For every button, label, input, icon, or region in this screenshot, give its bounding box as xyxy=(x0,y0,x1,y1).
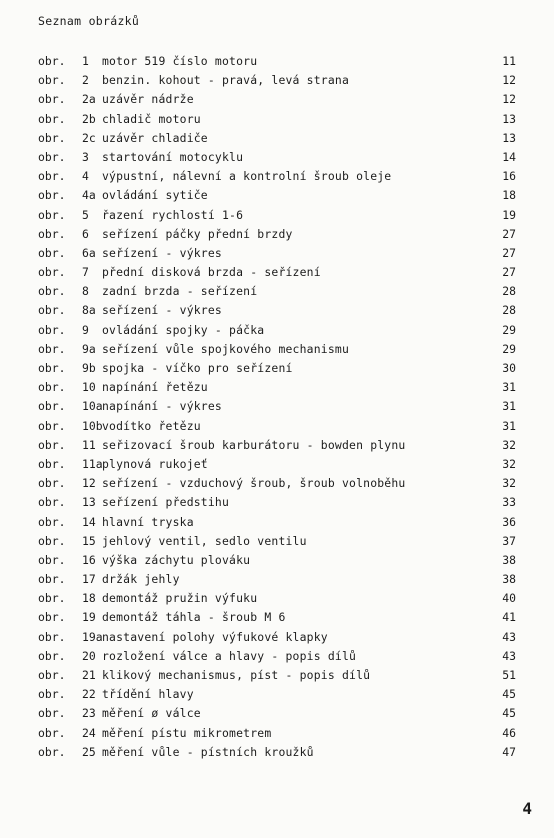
figure-prefix: obr. xyxy=(38,149,66,164)
figure-prefix: obr. xyxy=(38,572,66,587)
list-item xyxy=(0,551,554,570)
list-item xyxy=(0,301,554,320)
figure-number: 6a xyxy=(82,245,96,260)
figure-page-ref: 41 xyxy=(502,610,516,625)
figure-prefix: obr. xyxy=(38,437,66,452)
figure-number: 5 xyxy=(82,207,89,222)
figure-number: 19a xyxy=(82,629,103,644)
figure-prefix: obr. xyxy=(38,284,66,299)
figure-caption: zadní brzda - seřízení xyxy=(102,284,258,299)
figure-prefix: obr. xyxy=(38,341,66,356)
figure-caption: motor 519 číslo motoru xyxy=(102,54,258,68)
list-item xyxy=(0,225,554,244)
figure-caption: klikový mechanismus, píst - popis dílů xyxy=(102,668,371,682)
list-item xyxy=(0,263,554,282)
list-item xyxy=(0,417,554,436)
list-item xyxy=(0,110,554,129)
figure-page-ref: 30 xyxy=(502,361,516,375)
list-item xyxy=(0,90,554,109)
list-item xyxy=(0,397,554,416)
figure-number: 21 xyxy=(82,668,96,682)
list-item xyxy=(0,71,554,90)
figure-prefix: obr. xyxy=(38,668,66,682)
figure-caption: rozložení válce a hlavy - popis dílů xyxy=(102,648,357,663)
figure-page-ref: 38 xyxy=(502,552,516,567)
list-item xyxy=(0,186,554,205)
figure-prefix: obr. xyxy=(38,552,66,567)
figure-caption: měření pístu mikrometrem xyxy=(102,725,272,740)
figure-prefix: obr. xyxy=(38,380,66,395)
figure-number: 2b xyxy=(82,111,96,126)
figure-prefix: obr. xyxy=(38,591,66,606)
figure-number: 8 xyxy=(82,284,89,299)
figure-number: 9a xyxy=(82,341,96,356)
figure-prefix: obr. xyxy=(38,130,66,145)
list-item xyxy=(0,340,554,359)
figure-caption: uzávěr nádrže xyxy=(102,92,194,107)
figure-page-ref: 32 xyxy=(502,476,516,491)
figure-page-ref: 46 xyxy=(502,725,516,740)
figure-number: 10b xyxy=(82,418,103,433)
figure-prefix: obr. xyxy=(38,265,66,280)
figure-page-ref: 13 xyxy=(502,130,516,145)
figure-caption: seřizovací šroub karburátoru - bowden plynu xyxy=(102,437,406,452)
figure-number: 10a xyxy=(82,399,103,414)
figure-page-ref: 33 xyxy=(502,495,516,510)
figure-prefix: obr. xyxy=(38,495,66,510)
list-item xyxy=(0,532,554,551)
figure-number: 22 xyxy=(82,687,96,702)
figure-page-ref: 28 xyxy=(502,303,516,318)
figure-number: 9 xyxy=(82,322,89,337)
list-item xyxy=(0,493,554,512)
figure-prefix: obr. xyxy=(38,725,66,740)
figure-number: 20 xyxy=(82,648,96,663)
figure-page-ref: 14 xyxy=(502,149,516,164)
figure-caption: seřízení předstihu xyxy=(102,495,230,510)
figure-number: 17 xyxy=(82,572,96,587)
figure-page-ref: 29 xyxy=(502,322,516,337)
list-item xyxy=(0,743,554,762)
figure-prefix: obr. xyxy=(38,687,66,702)
figure-number: 2 xyxy=(82,73,89,88)
figure-caption: měření vůle - pístních kroužků xyxy=(102,744,314,759)
list-item xyxy=(0,608,554,627)
figure-prefix: obr. xyxy=(38,610,66,625)
figure-prefix: obr. xyxy=(38,744,66,759)
list-item xyxy=(0,628,554,647)
figure-prefix: obr. xyxy=(38,188,66,203)
figure-prefix: obr. xyxy=(38,361,66,375)
figure-caption: seřízení - vzduchový šroub, šroub volnoběhu xyxy=(102,476,406,491)
figure-page-ref: 38 xyxy=(502,572,516,587)
figure-number: 2a xyxy=(82,92,96,107)
figure-page-ref: 18 xyxy=(502,188,516,203)
list-item xyxy=(0,474,554,493)
figure-page-ref: 12 xyxy=(502,92,516,107)
page-number: 4 xyxy=(522,799,532,818)
figure-number: 1 xyxy=(82,54,89,68)
figure-prefix: obr. xyxy=(38,54,66,68)
list-item xyxy=(0,513,554,532)
figure-page-ref: 29 xyxy=(502,341,516,356)
figure-number: 14 xyxy=(82,514,96,529)
figure-page-ref: 43 xyxy=(502,648,516,663)
figure-number: 7 xyxy=(82,265,89,280)
list-item xyxy=(0,52,554,71)
figure-page-ref: 31 xyxy=(502,380,516,395)
figure-page-ref: 37 xyxy=(502,533,516,548)
figure-caption: držák jehly xyxy=(102,572,180,587)
figure-caption: seřízení vůle spojkového mechanismu xyxy=(102,341,350,356)
figure-prefix: obr. xyxy=(38,92,66,107)
figure-number: 3 xyxy=(82,149,89,164)
figure-prefix: obr. xyxy=(38,476,66,491)
figure-page-ref: 16 xyxy=(502,169,516,184)
figure-caption: plynová rukojeť xyxy=(102,456,208,471)
figure-prefix: obr. xyxy=(38,169,66,184)
figure-page-ref: 27 xyxy=(502,265,516,280)
figure-caption: chladič motoru xyxy=(102,111,201,126)
figure-number: 6 xyxy=(82,226,89,241)
figure-caption: napínání - výkres xyxy=(102,399,222,414)
figure-page-ref: 43 xyxy=(502,629,516,644)
list-item xyxy=(0,206,554,225)
figure-caption: třídění hlavy xyxy=(102,687,194,702)
figure-number: 16 xyxy=(82,552,96,567)
figure-caption: výška záchytu plováku xyxy=(102,552,251,567)
list-item xyxy=(0,359,554,378)
figure-prefix: obr. xyxy=(38,418,66,433)
figure-page-ref: 47 xyxy=(502,744,516,759)
figure-prefix: obr. xyxy=(38,73,66,88)
figure-caption: vodítko řetězu xyxy=(102,418,201,433)
figure-caption: měření ø válce xyxy=(102,706,201,721)
list-item xyxy=(0,244,554,263)
figure-page-ref: 11 xyxy=(502,54,516,68)
figure-page-ref: 36 xyxy=(502,514,516,529)
figure-caption: uzávěr chladiče xyxy=(102,130,208,145)
figure-prefix: obr. xyxy=(38,648,66,663)
figure-page-ref: 51 xyxy=(502,668,516,682)
figure-prefix: obr. xyxy=(38,629,66,644)
figure-caption: nastavení polohy výfukové klapky xyxy=(102,629,328,644)
figure-caption: startování motocyklu xyxy=(102,149,244,164)
figure-number: 11a xyxy=(82,456,103,471)
figure-prefix: obr. xyxy=(38,514,66,529)
list-item xyxy=(0,129,554,148)
list-item xyxy=(0,148,554,167)
page-title: Seznam obrázků xyxy=(38,14,140,28)
figure-prefix: obr. xyxy=(38,399,66,414)
figure-number: 4 xyxy=(82,169,89,184)
figure-page-ref: 45 xyxy=(502,687,516,702)
list-item xyxy=(0,647,554,666)
figure-page-ref: 31 xyxy=(502,418,516,433)
figure-caption: seřízení - výkres xyxy=(102,303,222,318)
list-item xyxy=(0,167,554,186)
figure-prefix: obr. xyxy=(38,111,66,126)
list-item xyxy=(0,378,554,397)
figure-number: 24 xyxy=(82,725,96,740)
figure-number: 13 xyxy=(82,495,96,510)
figure-prefix: obr. xyxy=(38,322,66,337)
figure-number: 15 xyxy=(82,533,96,548)
figure-caption: napínání řetězu xyxy=(102,380,208,395)
list-item xyxy=(0,589,554,608)
figure-page-ref: 12 xyxy=(502,73,516,88)
figure-page-ref: 13 xyxy=(502,111,516,126)
figure-caption: spojka - víčko pro seřízení xyxy=(102,361,293,375)
figure-number: 9b xyxy=(82,361,96,375)
figure-caption: demontáž táhla - šroub M 6 xyxy=(102,610,286,625)
figure-caption: seřízení - výkres xyxy=(102,245,222,260)
figure-prefix: obr. xyxy=(38,706,66,721)
figure-caption: seřízení páčky přední brzdy xyxy=(102,226,293,241)
figure-caption: jehlový ventil, sedlo ventilu xyxy=(102,533,307,548)
figure-number: 8a xyxy=(82,303,96,318)
figure-caption: výpustní, nálevní a kontrolní šroub oleje xyxy=(102,169,392,184)
figure-prefix: obr. xyxy=(38,226,66,241)
list-item xyxy=(0,282,554,301)
figure-number: 11 xyxy=(82,437,96,452)
figure-number: 4a xyxy=(82,188,96,203)
figure-page-ref: 32 xyxy=(502,456,516,471)
list-item xyxy=(0,704,554,723)
figure-number: 18 xyxy=(82,591,96,606)
figure-number: 12 xyxy=(82,476,96,491)
list-item xyxy=(0,666,554,685)
list-item xyxy=(0,685,554,704)
list-item xyxy=(0,570,554,589)
figure-caption: řazení rychlostí 1-6 xyxy=(102,207,244,222)
figure-page-ref: 27 xyxy=(502,226,516,241)
figure-page-ref: 45 xyxy=(502,706,516,721)
figure-caption: ovládání sytiče xyxy=(102,188,208,203)
list-item xyxy=(0,455,554,474)
figure-prefix: obr. xyxy=(38,456,66,471)
list-item xyxy=(0,321,554,340)
figure-page-ref: 27 xyxy=(502,245,516,260)
figure-page-ref: 19 xyxy=(502,207,516,222)
figure-prefix: obr. xyxy=(38,207,66,222)
figure-list xyxy=(0,52,554,762)
list-item xyxy=(0,436,554,455)
figure-prefix: obr. xyxy=(38,245,66,260)
figure-number: 19 xyxy=(82,610,96,625)
list-item xyxy=(0,724,554,743)
figure-caption: hlavní tryska xyxy=(102,514,194,529)
figure-number: 25 xyxy=(82,744,96,759)
figure-number: 2c xyxy=(82,130,96,145)
figure-prefix: obr. xyxy=(38,533,66,548)
figure-caption: benzin. kohout - pravá, levá strana xyxy=(102,73,350,88)
figure-number: 10 xyxy=(82,380,96,395)
figure-prefix: obr. xyxy=(38,303,66,318)
figure-page-ref: 31 xyxy=(502,399,516,414)
figure-page-ref: 32 xyxy=(502,437,516,452)
figure-page-ref: 28 xyxy=(502,284,516,299)
figure-caption: přední disková brzda - seřízení xyxy=(102,265,321,280)
figure-caption: ovládání spojky - páčka xyxy=(102,322,265,337)
figure-caption: demontáž pružin výfuku xyxy=(102,591,258,606)
figure-page-ref: 40 xyxy=(502,591,516,606)
figure-number: 23 xyxy=(82,706,96,721)
